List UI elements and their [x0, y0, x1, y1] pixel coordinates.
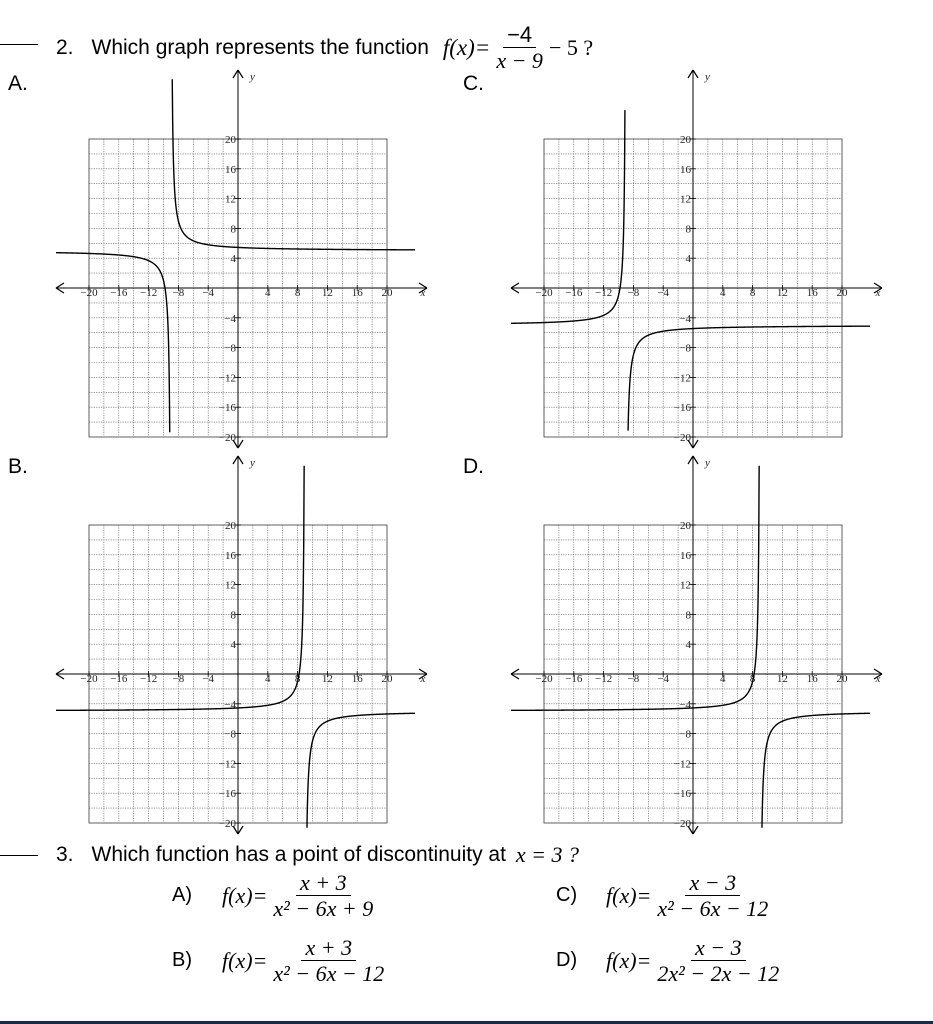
y-tick-label: −20: [673, 432, 691, 444]
y-tick-label: 16: [225, 549, 236, 562]
graph-b[interactable]: [50, 450, 435, 840]
y-tick-label: −20: [218, 818, 236, 830]
y-tick-label: −12: [673, 758, 691, 771]
y-tick-label: 8: [685, 609, 691, 622]
y-tick-label: 20: [680, 520, 691, 532]
question-3-condition: x = 3 ?: [515, 842, 580, 867]
x-tick-label: −12: [139, 287, 158, 299]
choice-c-num: x − 3: [685, 870, 740, 896]
x-tick-label: −12: [139, 673, 158, 685]
x-tick-label: −4: [657, 673, 670, 685]
x-tick-label: −4: [202, 673, 215, 685]
graph-svg: [505, 450, 890, 840]
graph-label-d: D.: [463, 455, 484, 478]
x-axis-name: x: [420, 673, 426, 685]
y-axis-name: y: [250, 71, 255, 83]
y-tick-label: −12: [218, 758, 236, 771]
question-2-number: 2.: [56, 35, 74, 59]
choice-b-den: x² − 6x − 12: [273, 961, 385, 987]
x-tick-label: 4: [720, 287, 726, 299]
choice-d-letter: D): [556, 949, 578, 972]
choice-c-lhs: f(x)=: [606, 882, 652, 908]
y-tick-label: 4: [685, 639, 691, 652]
y-tick-label: 20: [680, 134, 691, 146]
x-tick-label: −12: [594, 673, 613, 685]
x-tick-label: −4: [202, 287, 215, 299]
curve-branch: [628, 326, 870, 430]
x-tick-label: 20: [381, 673, 393, 685]
x-tick-label: 16: [806, 287, 818, 299]
x-tick-label: −4: [657, 287, 670, 299]
choice-b-letter: B): [172, 949, 192, 972]
axes: [511, 456, 882, 834]
y-tick-label: −16: [218, 788, 236, 801]
y-axis-name: y: [705, 71, 710, 83]
y-tick-label: −8: [224, 728, 236, 741]
x-tick-label: 4: [720, 673, 726, 685]
y-tick-label: 12: [680, 579, 691, 592]
y-tick-label: −16: [673, 402, 691, 415]
graph-svg: [50, 450, 435, 840]
y-tick-label: −16: [673, 788, 691, 801]
choice-b[interactable]: [172, 935, 390, 987]
choice-c[interactable]: [556, 870, 774, 922]
choice-d-den: 2x² − 2x − 12: [657, 961, 780, 987]
question-2-prompt: Which graph represents the function: [91, 35, 429, 59]
x-tick-label: 8: [294, 287, 301, 299]
question-3-number: 3.: [56, 843, 74, 866]
x-tick-label: 20: [381, 287, 393, 299]
graph-a[interactable]: [50, 64, 435, 454]
choice-c-den: x² − 6x − 12: [657, 896, 769, 922]
y-tick-label: 4: [685, 253, 691, 266]
answer-blank-q3[interactable]: [0, 855, 38, 856]
graph-label-b: B.: [8, 455, 28, 478]
axes: [511, 70, 882, 448]
y-tick-label: −4: [679, 698, 691, 711]
y-tick-label: −4: [224, 312, 236, 325]
x-tick-label: 16: [351, 673, 363, 685]
x-axis-name: x: [420, 287, 426, 299]
y-tick-label: 4: [230, 639, 236, 652]
choice-d-num: x − 3: [691, 935, 746, 961]
x-tick-label: 4: [265, 673, 271, 685]
x-tick-label: 8: [749, 673, 756, 685]
x-tick-label: 20: [836, 287, 848, 299]
x-axis-name: x: [875, 287, 881, 299]
y-tick-label: −20: [218, 432, 236, 444]
x-tick-label: 8: [749, 287, 756, 299]
y-tick-label: 20: [225, 520, 236, 532]
x-tick-label: 12: [321, 673, 333, 685]
y-tick-label: −20: [673, 818, 691, 830]
x-tick-label: 16: [351, 287, 363, 299]
x-tick-label: −12: [594, 287, 613, 299]
choice-a-den: x² − 6x + 9: [273, 896, 374, 922]
choice-a-letter: A): [172, 884, 192, 907]
x-tick-label: 12: [776, 287, 788, 299]
x-tick-label: −16: [565, 673, 583, 685]
y-tick-label: −4: [679, 312, 691, 325]
x-tick-label: −20: [535, 673, 553, 685]
choice-a-lhs: f(x)=: [222, 882, 268, 908]
y-tick-label: −8: [679, 728, 691, 741]
y-tick-label: 12: [680, 193, 691, 206]
x-tick-label: −20: [80, 673, 98, 685]
axes: [56, 456, 427, 834]
y-tick-label: 4: [230, 253, 236, 266]
y-axis-name: y: [250, 457, 255, 469]
curve-branch: [172, 79, 415, 250]
y-tick-label: −12: [673, 372, 691, 385]
choice-c-letter: C): [556, 884, 578, 907]
y-tick-label: −16: [218, 402, 236, 415]
y-tick-label: 8: [230, 223, 236, 236]
x-tick-label: −8: [172, 673, 185, 685]
question-2-func-tail: − 5 ?: [548, 34, 594, 60]
choice-b-lhs: f(x)=: [222, 947, 268, 973]
graph-svg: [505, 64, 890, 454]
curve-branch: [762, 713, 870, 827]
x-tick-label: 20: [836, 673, 848, 685]
x-tick-label: −20: [535, 287, 553, 299]
y-tick-label: −4: [224, 698, 236, 711]
y-tick-label: 12: [225, 579, 236, 592]
question-3: [56, 842, 579, 868]
x-tick-label: 4: [265, 287, 271, 299]
choice-a-num: x + 3: [296, 870, 351, 896]
y-tick-label: −12: [218, 372, 236, 385]
axes: [56, 70, 427, 448]
y-tick-label: 16: [225, 163, 236, 176]
x-tick-label: −8: [172, 287, 185, 299]
y-tick-label: −8: [224, 342, 236, 355]
x-tick-label: −16: [110, 287, 128, 299]
y-tick-label: 12: [225, 193, 236, 206]
question-2-func-num: −4: [503, 22, 536, 48]
answer-blank-q2[interactable]: [0, 44, 38, 45]
x-tick-label: 8: [294, 673, 301, 685]
x-tick-label: −20: [80, 287, 98, 299]
question-3-prompt: Which function has a point of discontinuity at: [91, 843, 506, 866]
y-axis-name: y: [705, 457, 710, 469]
y-tick-label: 20: [225, 134, 236, 146]
choice-d-lhs: f(x)=: [606, 947, 652, 973]
x-tick-label: −8: [627, 287, 640, 299]
graph-c[interactable]: [505, 64, 890, 454]
y-tick-label: 16: [680, 163, 691, 176]
x-axis-name: x: [875, 673, 881, 685]
x-tick-label: 12: [321, 287, 333, 299]
x-tick-label: −8: [627, 673, 640, 685]
choice-a[interactable]: [172, 870, 379, 922]
question-2-func-lhs: f(x)=: [442, 34, 491, 60]
y-tick-label: −8: [679, 342, 691, 355]
graph-d[interactable]: [505, 450, 890, 840]
question-2-func-den: x − 9: [496, 48, 543, 74]
choice-d[interactable]: [556, 935, 785, 987]
choice-b-num: x + 3: [301, 935, 356, 961]
graph-label-c: C.: [463, 72, 484, 95]
graph-label-a: A.: [8, 72, 28, 95]
x-tick-label: 16: [806, 673, 818, 685]
y-tick-label: 8: [230, 609, 236, 622]
y-tick-label: 16: [680, 549, 691, 562]
x-tick-label: −16: [565, 287, 583, 299]
x-tick-label: −16: [110, 673, 128, 685]
x-tick-label: 12: [776, 673, 788, 685]
curve-branch: [307, 713, 415, 827]
curve-branch: [56, 253, 170, 433]
y-tick-label: 8: [685, 223, 691, 236]
graph-svg: [50, 64, 435, 454]
